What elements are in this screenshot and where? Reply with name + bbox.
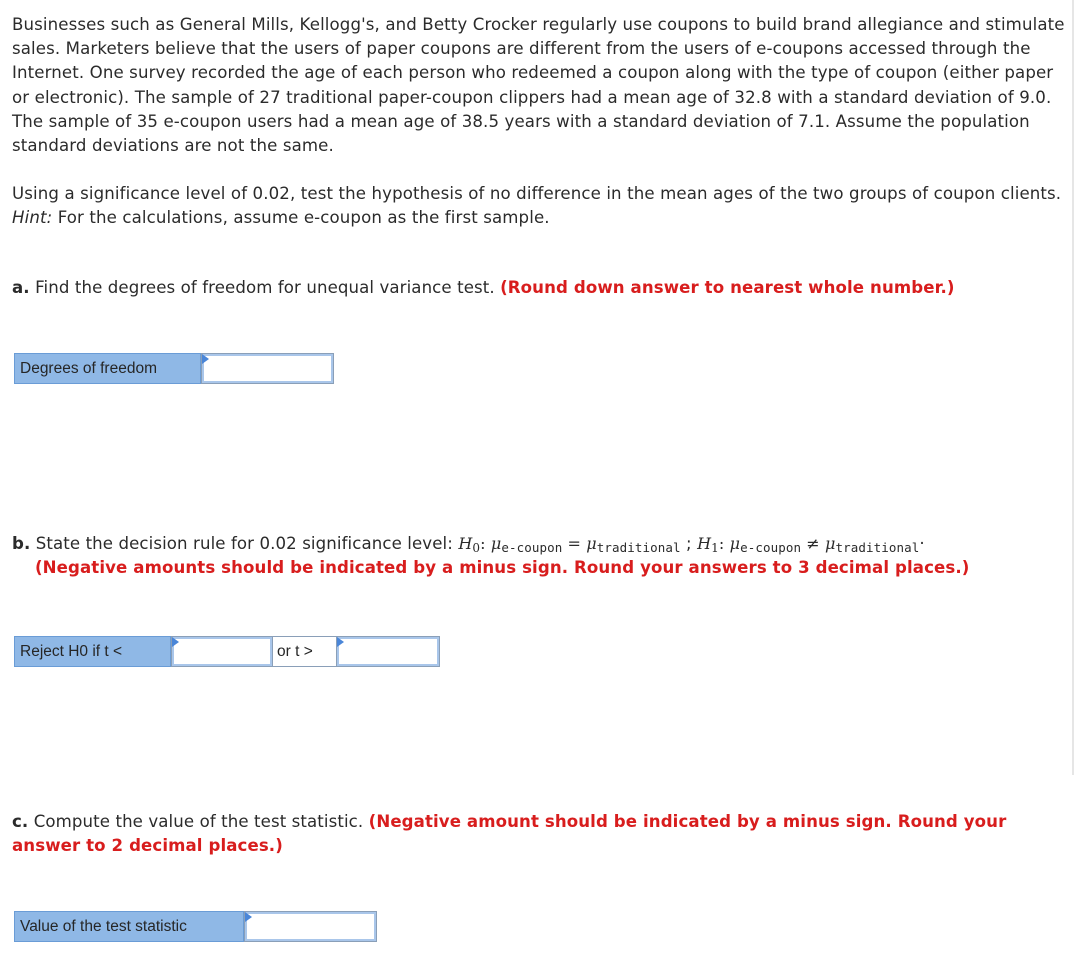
reject-h0-lower-label: Reject H0 if t < — [14, 636, 171, 667]
null-hypothesis: $H_0$: $\mu_{e-coupon} = \mu_{traditional}$ — [458, 534, 681, 555]
part-b-text: State the decision rule for 0.02 significance level: — [30, 534, 459, 553]
part-a-text: Find the degrees of freedom for unequal variance test. — [29, 278, 501, 297]
part-a-instruction: (Round down answer to nearest whole number.) — [500, 278, 955, 297]
reject-h0-upper-label: or t > — [273, 636, 336, 667]
part-b-answer-row — [14, 636, 440, 667]
test-statistic-field — [244, 911, 377, 942]
part-c-instruction: (Negative amount should be indicated by a minus sign. Round your answer to 2 decimal places.) — [12, 812, 1007, 855]
input-marker-icon — [337, 637, 344, 647]
part-c-text: Compute the value of the test statistic. — [28, 812, 369, 831]
test-statistic-input[interactable] — [245, 912, 376, 941]
part-a-answer-row — [14, 353, 334, 384]
hint-label: Hint: — [12, 208, 53, 228]
test-statistic-label: Value of the test statistic — [14, 911, 244, 942]
part-b-instruction: (Negative amounts should be indicated by a minus sign. Round your answers to 3 decimal places.) — [35, 558, 970, 577]
alternative-hypothesis: $H_1$: $\mu_{e-coupon} \ne \mu_{traditional}$ — [697, 534, 920, 555]
part-b-letter: b. — [12, 534, 31, 553]
input-marker-icon — [245, 912, 252, 922]
part-b-question: b. State the decision rule for 0.02 significance level: $H_0$: $\mu_{e-coupon} = \mu_{traditional}$ ; $H_1$: $\mu_{e-coupon} \ne \mu_{traditional}\cdot$ (Negative amounts should be indicated by a minus sign. Round your answers to 3 decimal places.) — [12, 532, 1070, 580]
part-c-letter: c. — [12, 812, 29, 831]
scrollbar-track — [1072, 0, 1074, 775]
degrees-of-freedom-input[interactable] — [202, 354, 333, 383]
part-a-letter: a. — [12, 278, 30, 297]
input-marker-icon — [202, 354, 209, 364]
task-text: Using a significance level of 0.02, test the hypothesis of no difference in the mean ages of the two groups of coupon clients. — [12, 184, 1062, 203]
hint-text: For the calculations, assume e-coupon as the first sample. — [52, 208, 550, 228]
part-a-question — [12, 276, 1070, 300]
degrees-of-freedom-label: Degrees of freedom — [14, 353, 201, 384]
degrees-of-freedom-field — [201, 353, 334, 384]
input-marker-icon — [172, 637, 179, 647]
problem-intro: Businesses such as General Mills, Kellogg's, and Betty Crocker regularly use coupons to build brand allegiance and stimulate sales. Marketers believe that the users of paper coupons are different from the users of e-coupons accessed through the Internet. One survey recorded the age of each person who redeemed a coupon along with the type of coupon (either paper or electronic). The sample of 27 traditional paper-coupon clippers had a mean age of 32.8 with a standard deviation of 9.0. The sample of 35 e-coupon users had a mean age of 38.5 years with a standard deviation of 7.1. Assume the population standard deviations are not the same. — [12, 15, 1065, 156]
problem-task — [12, 182, 1070, 230]
upper-critical-field — [336, 636, 440, 667]
part-c-question — [12, 810, 1070, 858]
part-c-answer-row — [14, 911, 377, 942]
lower-critical-value-input[interactable] — [172, 637, 272, 666]
upper-critical-value-input[interactable] — [337, 637, 439, 666]
lower-critical-field — [171, 636, 273, 667]
